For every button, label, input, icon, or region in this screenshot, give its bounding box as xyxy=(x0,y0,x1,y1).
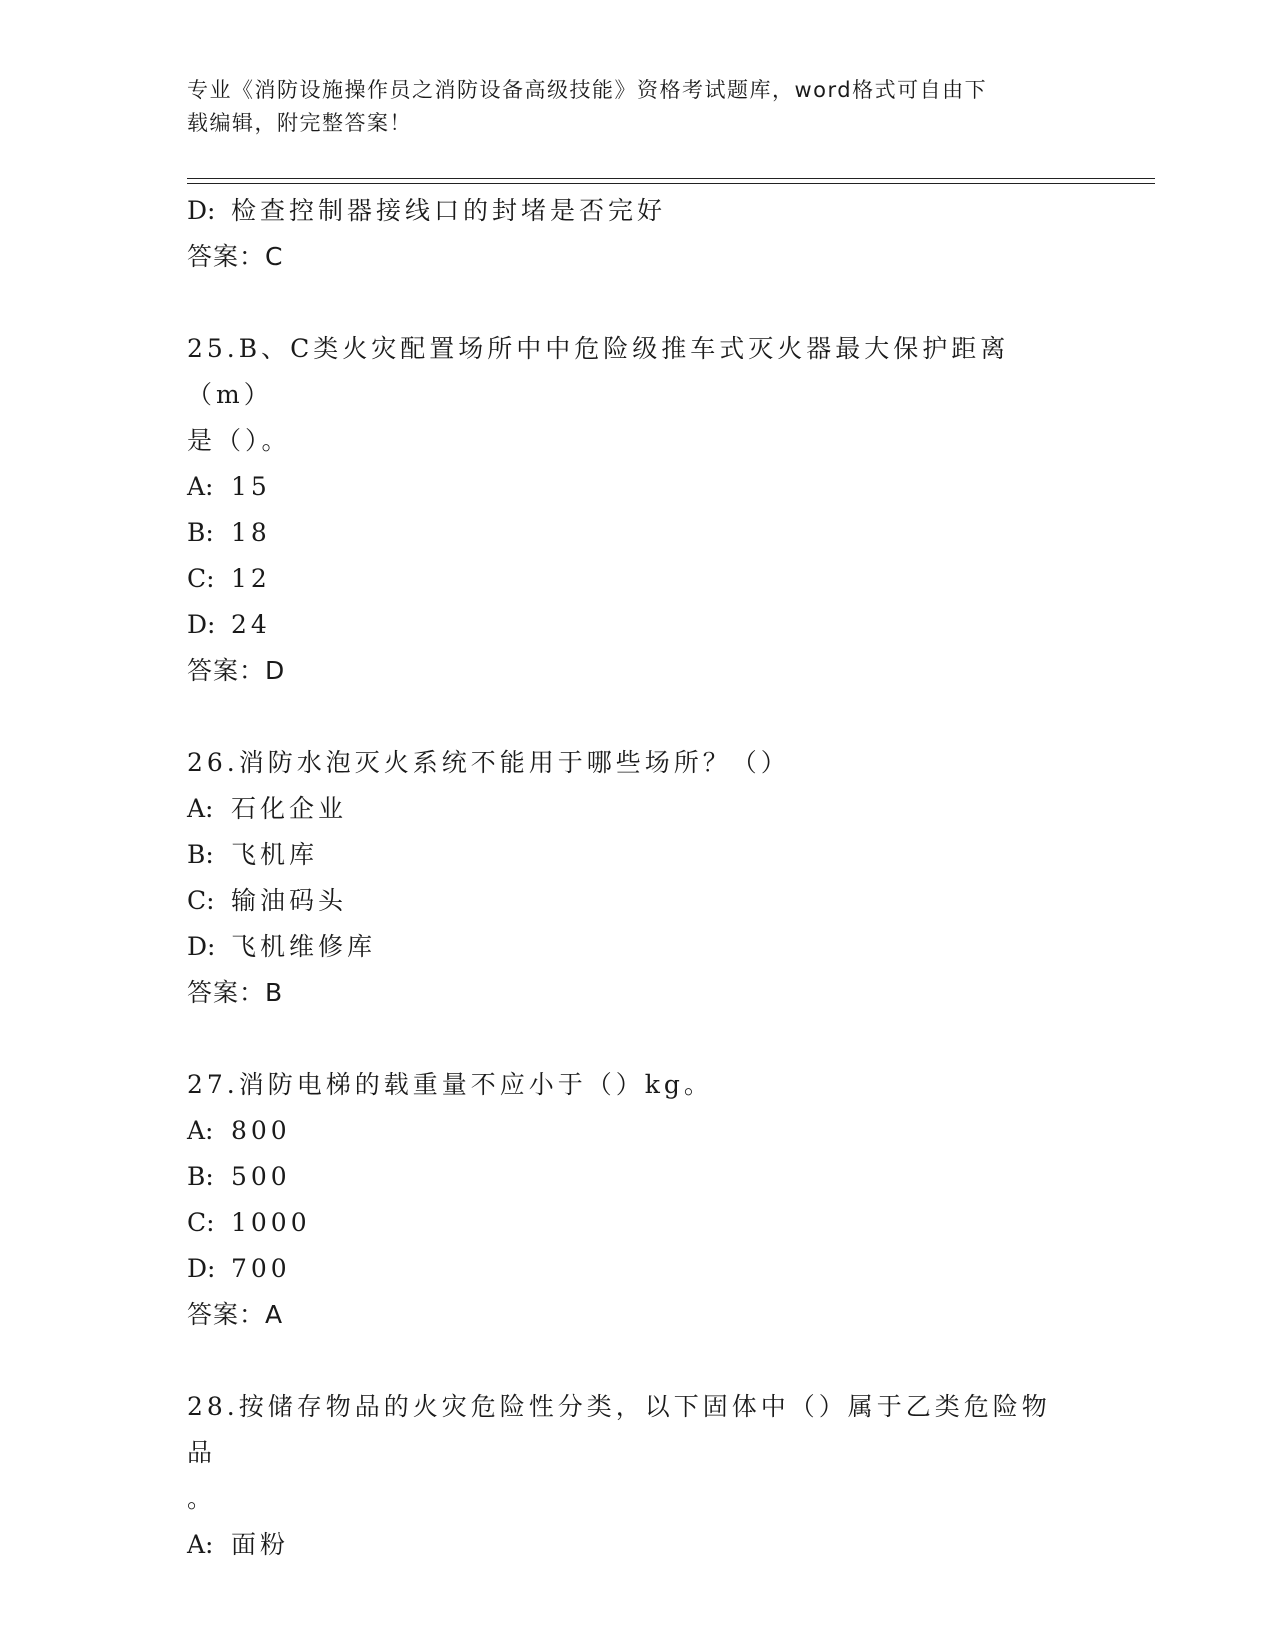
question-list xyxy=(187,188,1087,1568)
question-27-option-a xyxy=(187,1108,1087,1154)
option-label: A: xyxy=(187,472,214,501)
document-header xyxy=(187,74,1087,140)
option-label: B: xyxy=(187,518,214,547)
question-stem-line: 25.B、C类火灾配置场所中中危险级推车式灭火器最大保护距离（m） xyxy=(187,334,1010,409)
header-divider-bottom xyxy=(187,183,1155,184)
option-label: C: xyxy=(187,886,215,915)
option-text: 700 xyxy=(231,1254,291,1283)
question-26-option-c xyxy=(187,878,1087,924)
question-26-option-b xyxy=(187,832,1087,878)
option-label: D: xyxy=(187,932,216,961)
question-27-stem xyxy=(187,1062,1067,1108)
option-label: D: xyxy=(187,196,216,225)
question-25-option-b xyxy=(187,510,1087,556)
question-28-stem xyxy=(187,1384,1067,1522)
option-text: 石化企业 xyxy=(231,794,348,823)
question-25-stem xyxy=(187,326,1067,464)
question-28-option-a xyxy=(187,1522,1087,1568)
option-text: 输油码头 xyxy=(231,886,348,915)
option-text: 飞机库 xyxy=(231,840,319,869)
question-27-option-c xyxy=(187,1200,1087,1246)
option-label: D: xyxy=(187,1254,216,1283)
option-text: 12 xyxy=(231,564,271,593)
question-26-option-d xyxy=(187,924,1087,970)
question-stem-line: 26.消防水泡灭火系统不能用于哪些场所？（） xyxy=(187,748,790,777)
question-25-option-c xyxy=(187,556,1087,602)
prev-answer: 答案：C xyxy=(187,242,284,271)
question-stem-line: 是（）。 xyxy=(187,426,291,455)
question-27-option-b xyxy=(187,1154,1087,1200)
prev-option-d xyxy=(187,188,1087,234)
option-text: 18 xyxy=(231,518,271,547)
header-line-1: 专业《消防设施操作员之消防设备高级技能》资格考试题库，word格式可自由下 xyxy=(187,78,988,102)
option-label: C: xyxy=(187,564,215,593)
option-label: A: xyxy=(187,1530,214,1559)
question-stem-line: 。 xyxy=(187,1484,217,1513)
question-26-stem xyxy=(187,740,1067,786)
option-text: 1000 xyxy=(231,1208,311,1237)
header-divider-top xyxy=(187,178,1155,179)
option-label: B: xyxy=(187,840,214,869)
option-text: 24 xyxy=(231,610,271,639)
question-26-answer: 答案：B xyxy=(187,978,284,1007)
question-stem-line: 28.按储存物品的火灾危险性分类，以下固体中（）属于乙类危险物品 xyxy=(187,1392,1051,1467)
header-line-2: 载编辑，附完整答案！ xyxy=(187,111,412,135)
option-label: B: xyxy=(187,1162,214,1191)
option-label: A: xyxy=(187,794,214,823)
option-text: 飞机维修库 xyxy=(231,932,377,961)
option-text: 15 xyxy=(231,472,271,501)
option-text: 面粉 xyxy=(231,1530,290,1559)
question-25-option-a xyxy=(187,464,1087,510)
option-label: C: xyxy=(187,1208,215,1237)
option-text: 500 xyxy=(231,1162,291,1191)
question-25-answer: 答案：D xyxy=(187,656,286,685)
question-26-option-a xyxy=(187,786,1087,832)
question-stem-line: 27.消防电梯的载重量不应小于（）kg。 xyxy=(187,1070,713,1099)
question-27-option-d xyxy=(187,1246,1087,1292)
option-label: D: xyxy=(187,610,216,639)
question-25-option-d xyxy=(187,602,1087,648)
option-text: 800 xyxy=(231,1116,291,1145)
question-27-answer: 答案：A xyxy=(187,1300,284,1329)
option-label: A: xyxy=(187,1116,214,1145)
option-text: 检查控制器接线口的封堵是否完好 xyxy=(231,196,667,225)
